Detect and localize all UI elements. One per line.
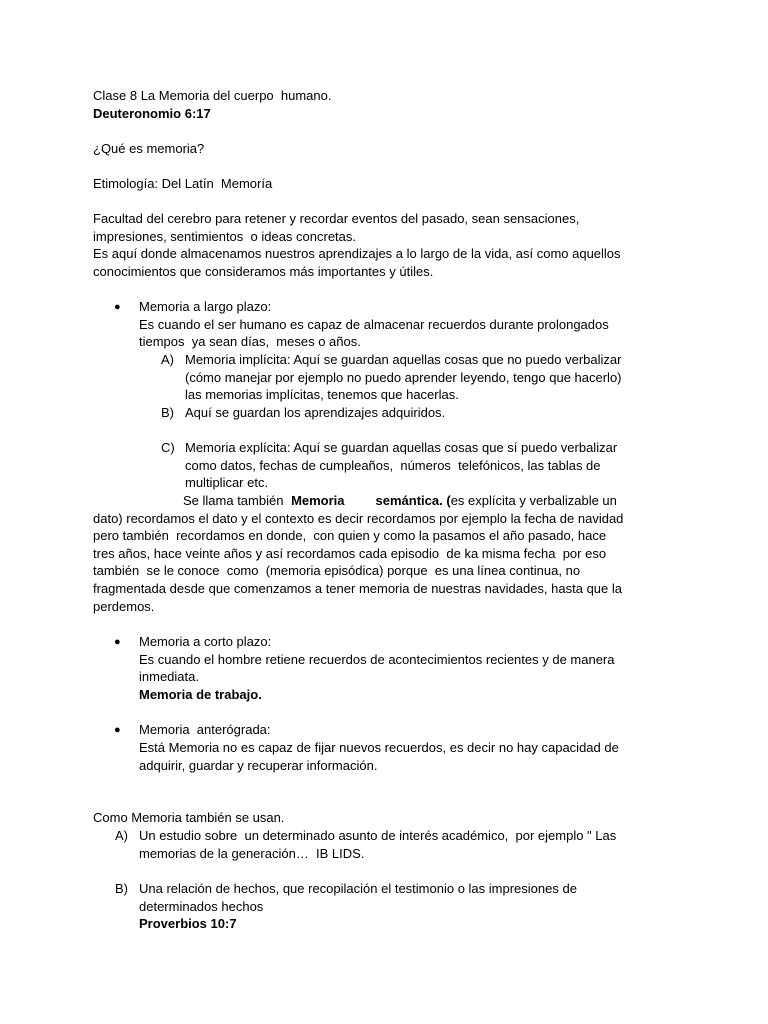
- definition-line: Es aquí donde almacenamos nuestros aprendizajes a lo largo de la vida, así como aquellos: [93, 246, 621, 261]
- semantic-prefix: Se llama también: [183, 493, 288, 508]
- list-label-c: C): [161, 440, 175, 455]
- anterograde-desc: Está Memoria no es capaz de fijar nuevos recuerdos, es decir no hay capacidad de: [139, 740, 619, 755]
- bullet-icon: ●: [114, 301, 121, 313]
- facts-relation-line: Una relación de hechos, que recopilación el testimonio o las impresiones de: [139, 881, 577, 896]
- semantic-paragraph-line: fragmentada desde que comenzamos a tener memoria de nuestras navidades, hasta que la: [93, 581, 622, 596]
- anterograde-heading: Memoria anterógrada:: [139, 722, 271, 737]
- bullet-icon: ●: [114, 724, 121, 736]
- short-term-heading: Memoria a corto plazo:: [139, 634, 272, 649]
- semantic-paragraph-line: pero también recordamos en donde, con quien y como la pasamos el año pasado, hace: [93, 528, 607, 543]
- anterograde-desc: adquirir, guardar y recuperar información.: [139, 758, 378, 773]
- long-term-desc: tiempos ya sean días, meses o años.: [139, 334, 361, 349]
- list-label-a: A): [161, 352, 174, 367]
- short-term-desc: inmediata.: [139, 669, 199, 684]
- definition-line: conocimientos que consideramos más importantes y útiles.: [93, 264, 434, 279]
- semantic-paragraph-line: también se le conoce como (memoria episódica) porque es una línea continua, no: [93, 563, 581, 578]
- facts-relation-line: determinados hechos: [139, 899, 264, 914]
- working-memory-label: Memoria de trabajo.: [139, 687, 262, 702]
- implicit-memory-line: Memoria implícita: Aquí se guardan aquellas cosas que no puedo verbalizar: [185, 352, 622, 367]
- short-term-desc: Es cuando el hombre retiene recuerdos de acontecimientos recientes y de manera: [139, 652, 615, 667]
- bible-reference: Deuteronomio 6:17: [93, 106, 211, 121]
- bullet-icon: ●: [114, 636, 121, 648]
- question-heading: ¿Qué es memoria?: [93, 141, 205, 156]
- long-term-desc: Es cuando el ser humano es capaz de almacenar recuerdos durante prolongados: [139, 317, 609, 332]
- doc-title: Clase 8 La Memoria del cuerpo humano.: [93, 88, 332, 103]
- academic-study-line: Un estudio sobre un determinado asunto de interés académico, por ejemplo " Las: [139, 828, 617, 843]
- semantic-bold-memoria: Memoria: [291, 493, 345, 508]
- acquired-learning-line: Aquí se guardan los aprendizajes adquiridos.: [185, 405, 446, 420]
- implicit-memory-line: (cómo manejar por ejemplo no puedo aprender leyendo, tengo que hacerlo): [185, 370, 622, 385]
- list-label-a: A): [115, 828, 128, 843]
- explicit-memory-line: como datos, fechas de cumpleaños, números telefónicos, las tablas de: [185, 458, 601, 473]
- semantic-paragraph-line: tres años, hace veinte años y así recordamos cada episodio de ka misma fecha por eso: [93, 546, 607, 561]
- etymology-line: Etimología: Del Latín Memoría: [93, 176, 273, 191]
- list-label-b: B): [115, 881, 128, 896]
- explicit-memory-line: Memoria explícita: Aquí se guardan aquellas cosas que sí puedo verbalizar: [185, 440, 618, 455]
- explicit-memory-line: multiplicar etc.: [185, 475, 269, 490]
- bible-reference: Proverbios 10:7: [139, 916, 237, 931]
- list-label-b: B): [161, 405, 174, 420]
- definition-line: impresiones, sentimientos o ideas concretas.: [93, 229, 357, 244]
- academic-study-line: memorias de la generación… IB LIDS.: [139, 846, 365, 861]
- definition-line: Facultad del cerebro para retener y recordar eventos del pasado, sean sensaciones,: [93, 211, 580, 226]
- semantic-bold-semantica: semántica. (: [375, 493, 451, 508]
- implicit-memory-line: las memorias implícitas, tenemos que hacerlas.: [185, 387, 459, 402]
- also-used-intro: Como Memoria también se usan.: [93, 810, 285, 825]
- semantic-paragraph-line: dato) recordamos el dato y el contexto es decir recordamos por ejemplo la fecha de navidad: [93, 511, 624, 526]
- semantic-suffix: es explícita y verbalizable un: [450, 493, 617, 508]
- long-term-heading: Memoria a largo plazo:: [139, 299, 272, 314]
- semantic-memory-line: [183, 492, 617, 510]
- semantic-paragraph-line: perdemos.: [93, 599, 155, 614]
